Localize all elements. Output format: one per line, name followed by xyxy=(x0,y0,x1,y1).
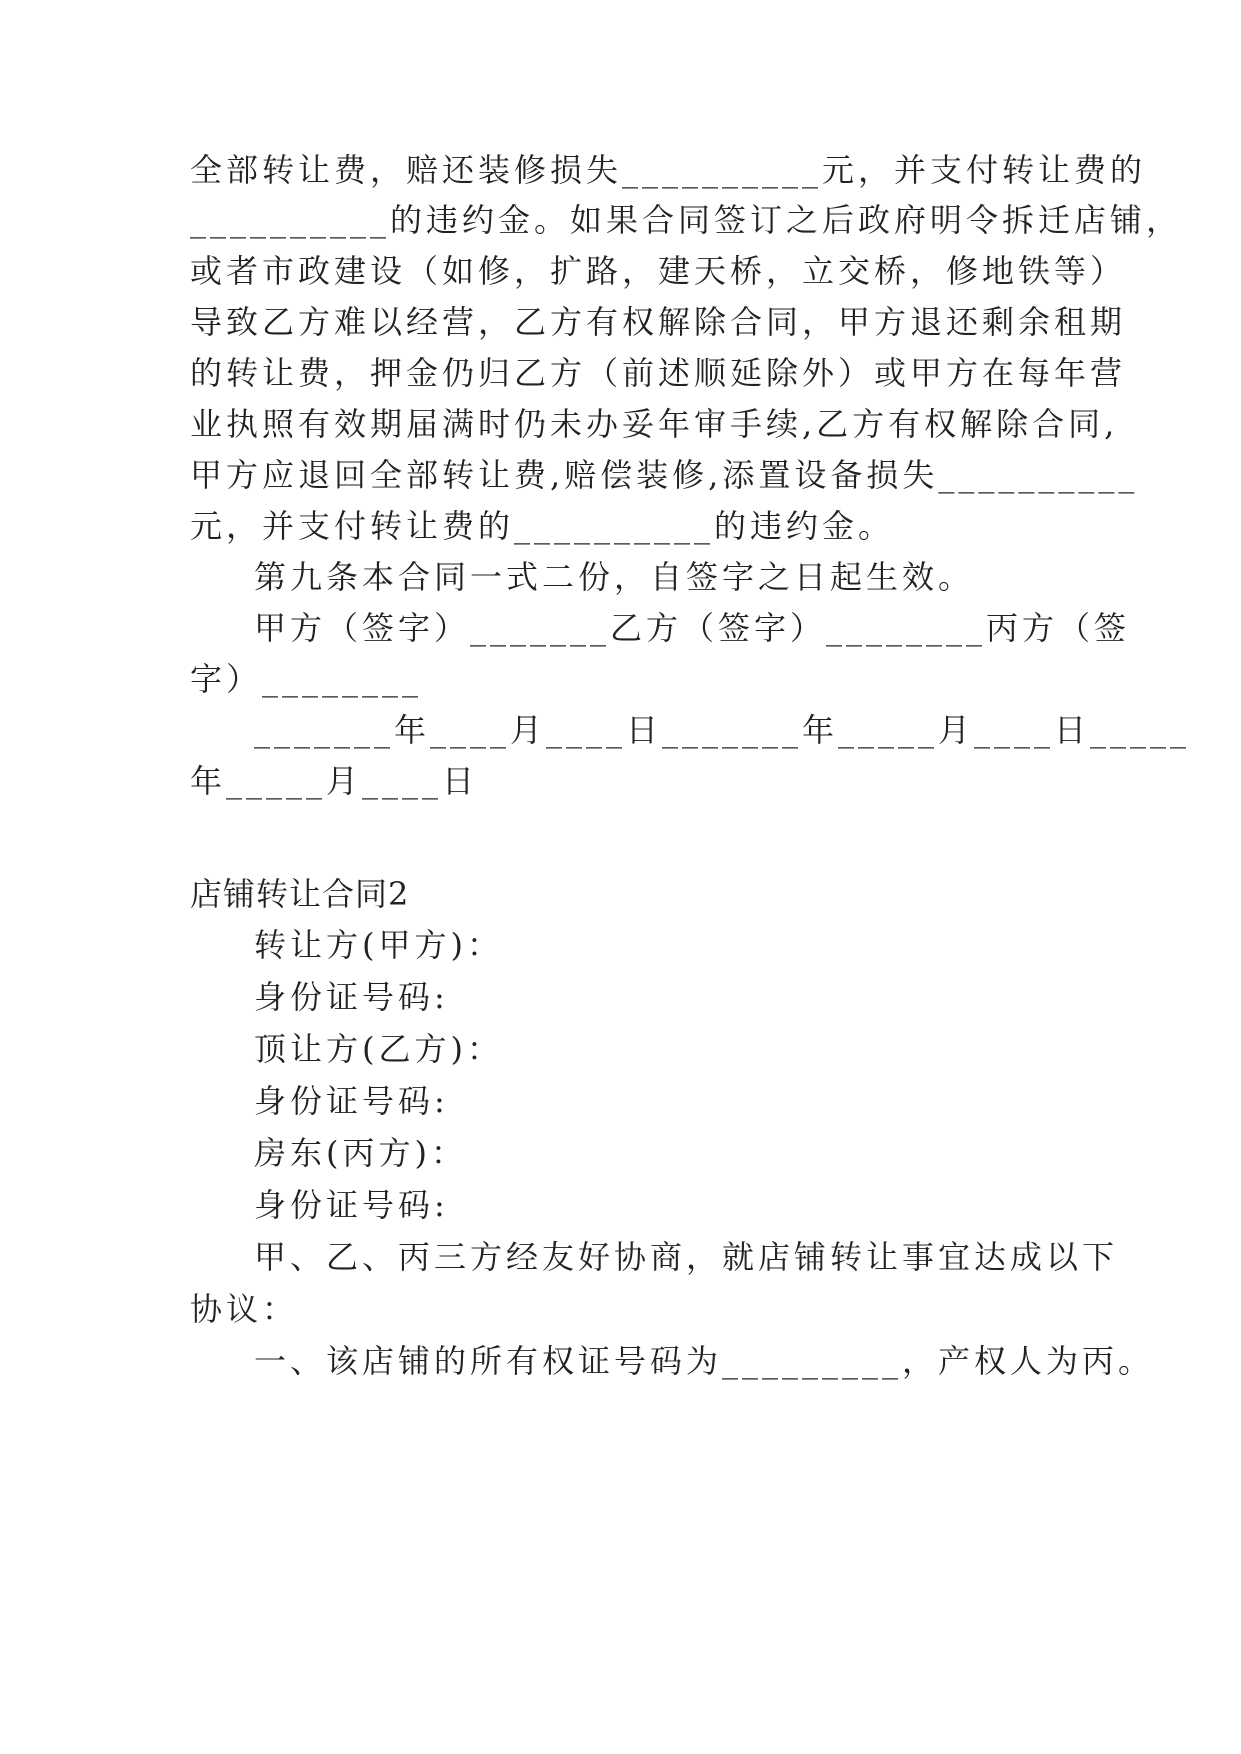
transferor-field: 转让方(甲方)： xyxy=(254,926,503,964)
paragraph-line: 甲方应退回全部转让费,赔偿装修,添置设备损失__________ xyxy=(190,456,1139,494)
clause-one: 一、该店铺的所有权证号码为_________，产权人为丙。 xyxy=(254,1342,1155,1380)
id-number-field: 身份证号码: xyxy=(254,1186,449,1224)
transferee-field: 顶让方(乙方)： xyxy=(254,1030,503,1068)
paragraph-line: 全部转让费，赔还装修损失__________元，并支付转让费的 xyxy=(190,151,1147,189)
section-title: 店铺转让合同2 xyxy=(190,875,410,913)
date-line: _______年____月____日_______年_____月____日_____ xyxy=(254,711,1191,749)
landlord-field: 房东(丙方)： xyxy=(254,1134,467,1172)
id-number-field: 身份证号码: xyxy=(254,1082,449,1120)
paragraph-line: 的转让费，押金仍归乙方（前述顺延除外）或甲方在每年营 xyxy=(190,354,1127,392)
signature-line: 字）________ xyxy=(190,660,423,698)
id-number-field: 身份证号码: xyxy=(254,978,449,1016)
paragraph-line: 或者市政建设（如修，扩路，建天桥，立交桥，修地铁等） xyxy=(190,252,1127,290)
agreement-intro: 协议： xyxy=(190,1290,299,1328)
article-nine: 第九条本合同一式二份，自签字之日起生效。 xyxy=(254,558,975,596)
date-line: 年_____月____日 xyxy=(190,762,479,800)
paragraph-line: 导致乙方难以经营，乙方有权解除合同，甲方退还剩余租期 xyxy=(190,303,1127,341)
signature-line: 甲方（签字）_______乙方（签字）________丙方（签 xyxy=(254,609,1131,647)
agreement-intro: 甲、乙、丙三方经友好协商，就店铺转让事宜达成以下 xyxy=(254,1238,1119,1276)
paragraph-line: 元，并支付转让费的__________的违约金。 xyxy=(190,507,895,545)
paragraph-line: 业执照有效期届满时仍未办妥年审手续,乙方有权解除合同, xyxy=(190,405,1119,443)
paragraph-line: __________的违约金。如果合同签订之后政府明令拆迁店铺， xyxy=(190,201,1183,239)
